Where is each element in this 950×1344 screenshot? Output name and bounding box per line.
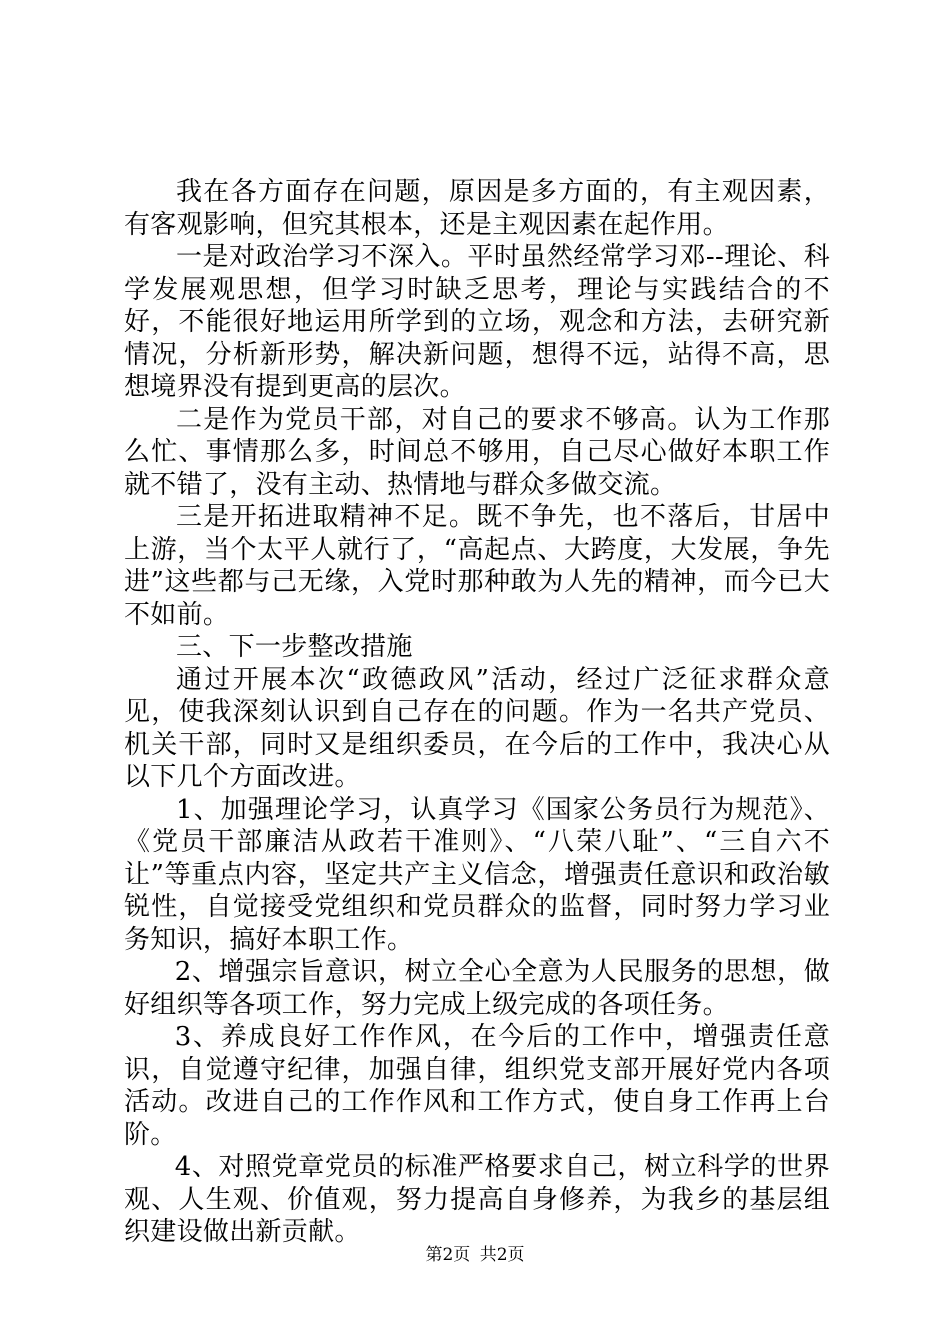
page-number-total: 共2页 bbox=[479, 1245, 525, 1265]
paragraph-political-study: 一是对政治学习不深入。平时虽然经常学习邓--理论、科学发展观思想，但学习时缺乏思考，理论与实践结合的不好，不能很好地运用所学到的立场，观念和方法，去研究新情况，分析新形势，解决新问题，想得不远，站得不高，思想境界没有提到更高的层次。 bbox=[124, 242, 830, 402]
paragraph-enterprising-spirit: 三是开拓进取精神不足。既不争先，也不落后，甘居中上游，当个太平人就行了，“高起点、大跨度，大发展，争先进”这些都与己无缘，入党时那种敢为人先的精神，而今已大不如前。 bbox=[124, 502, 830, 630]
paragraph-rectification-intro: 通过开展本次“政德政风”活动，经过广泛征求群众意见，使我深刻认识到自己存在的问题。作为一名共产党员、机关干部，同时又是组织委员，在今后的工作中，我决心从以下几个方面改进。 bbox=[124, 664, 830, 792]
paragraph-self-requirements: 二是作为党员干部，对自己的要求不够高。认为工作那么忙、事情那么多，时间总不够用，自己尽心做好本职工作就不错了，没有主动、热情地与群众多做交流。 bbox=[124, 404, 830, 500]
document-body bbox=[124, 176, 830, 1249]
page-footer bbox=[0, 1245, 950, 1265]
page-number-current: 第2页 bbox=[425, 1245, 471, 1265]
paragraph-causes-intro: 我在各方面存在问题，原因是多方面的，有主观因素，有客观影响，但究其根本，还是主观因素在起作用。 bbox=[124, 177, 830, 240]
list-item-1-theory-study: 1、加强理论学习，认真学习《国家公务员行为规范》、《党员干部廉洁从政若干准则》、“八荣八耻”、“三自六不让”等重点内容，坚定共产主义信念，增强责任意识和政治敏锐性，自觉接受党组织和党员群众的监督，同时努力学习业务知识，搞好本职工作。 bbox=[124, 794, 830, 955]
list-item-2-purpose: 2、增强宗旨意识，树立全心全意为人民服务的思想，做好组织等各项工作，努力完成上级完成的各项任务。 bbox=[124, 957, 830, 1020]
list-item-4-party-standards: 4、对照党章党员的标准严格要求自己，树立科学的世界观、人生观、价值观，努力提高自身修养，为我乡的基层组织建设做出新贡献。 bbox=[124, 1152, 830, 1247]
section-heading-rectification: 三、下一步整改措施 bbox=[176, 632, 413, 662]
list-item-3-work-style: 3、养成良好工作作风，在今后的工作中，增强责任意识，自觉遵守纪律，加强自律，组织党支部开展好党内各项活动。改进自己的工作作风和工作方式，使自身工作再上台阶。 bbox=[124, 1022, 830, 1150]
